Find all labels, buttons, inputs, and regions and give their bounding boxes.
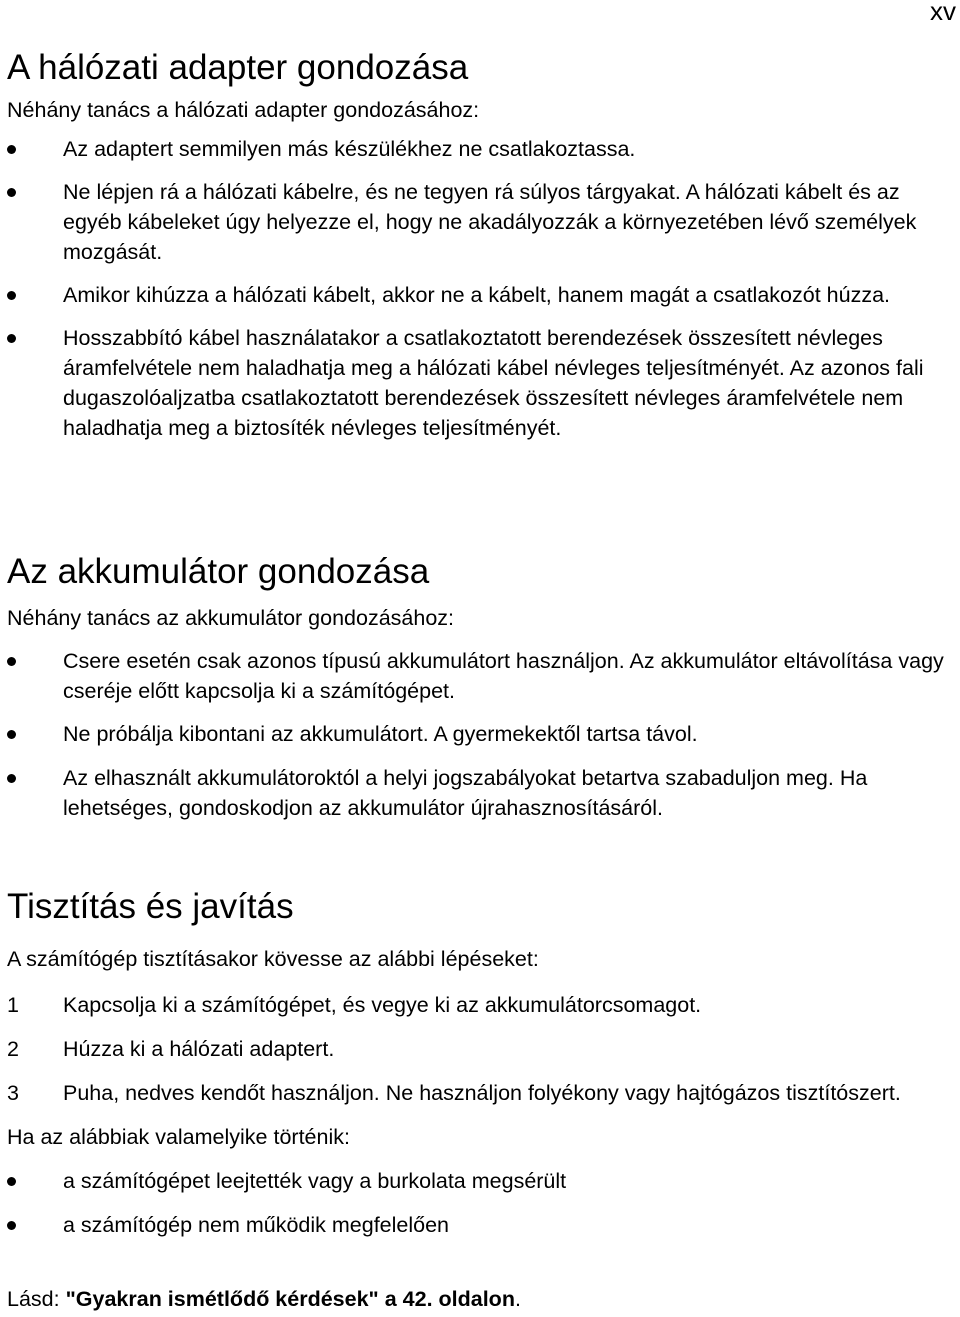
section-intro: Néhány tanács a hálózati adapter gondozásához: (7, 98, 480, 122)
bullet-icon (7, 1177, 16, 1186)
list-item: Amikor kihúzza a hálózati kábelt, akkor ne a kábelt, hanem magát a csatlakozót húzza. (7, 280, 952, 310)
section-cleaning (7, 887, 952, 1240)
section-adapter-care (7, 48, 952, 443)
bullet-icon (7, 291, 16, 300)
list-item: Ne lépjen rá a hálózati kábelre, és ne tegyen rá súlyos tárgyakat. A hálózati kábelt és az egyéb kábeleket úgy helyezze el, hogy ne akadályozzák a környezetében lévő személyek mozgását. (7, 177, 952, 267)
step-number: 1 (7, 993, 19, 1017)
bullet-icon (7, 188, 16, 197)
see-also-link[interactable]: "Gyakran ismétlődő kérdések" a 42. oldalon (65, 1287, 515, 1311)
step-item: 2 Húzza ki a hálózati adaptert. (7, 1034, 952, 1064)
bullet-icon (7, 1221, 16, 1230)
section-title: Tisztítás és javítás (7, 887, 294, 926)
section-title: Az akkumulátor gondozása (7, 552, 430, 591)
bullet-icon (7, 774, 16, 783)
bullet-icon (7, 334, 16, 343)
bullet-icon (7, 657, 16, 666)
section-intro: A számítógép tisztításakor kövesse az alábbi lépéseket: (7, 947, 539, 971)
step-item: 3 Puha, nedves kendőt használjon. Ne használjon folyékony vagy hajtógázos tisztítószert. (7, 1078, 952, 1108)
step-number: 2 (7, 1037, 19, 1061)
section-battery-care (7, 552, 952, 823)
list-item: Ne próbálja kibontani az akkumulátort. A gyermekektől tartsa távol. (7, 719, 952, 749)
step-item: 1 Kapcsolja ki a számítógépet, és vegye ki az akkumulátorcsomagot. (7, 990, 952, 1020)
step-number: 3 (7, 1081, 19, 1105)
list-item: Csere esetén csak azonos típusú akkumulátort használjon. Az akkumulátor eltávolítása vagy cseréje előtt kapcsolja ki a számítógépet. (7, 646, 952, 706)
bullet-icon (7, 730, 16, 739)
list-item: Az adaptert semmilyen más készülékhez ne csatlakoztassa. (7, 134, 952, 164)
section-intro: Néhány tanács az akkumulátor gondozásához: (7, 606, 454, 630)
see-also-suffix: . (514, 1287, 521, 1311)
see-also-reference (7, 1284, 521, 1314)
list-item: a számítógép nem működik megfelelően (7, 1210, 952, 1240)
bullet-icon (7, 145, 16, 154)
see-also-prefix: Lásd: (7, 1287, 66, 1311)
list-item: Az elhasznált akkumulátoroktól a helyi jogszabályokat betartva szabaduljon meg. Ha lehetséges, gondoskodjon az akkumulátor újrahasznosításáról. (7, 763, 952, 823)
page-number: xv (930, 0, 956, 26)
conditions-intro: Ha az alábbiak valamelyike történik: (7, 1125, 350, 1149)
list-item: Hosszabbító kábel használatakor a csatlakoztatott berendezések összesített névleges áramfelvétele nem haladhatja meg a hálózati kábel névleges teljesítményét. Az azonos fali dugaszolóaljzatba csatlakoztatott berendezések összesített névleges áramfelvétele nem haladhatja meg a biztosíték névleges teljesítményét. (7, 323, 952, 443)
list-item: a számítógépet leejtették vagy a burkolata megsérült (7, 1166, 952, 1196)
section-title: A hálózati adapter gondozása (7, 48, 469, 87)
